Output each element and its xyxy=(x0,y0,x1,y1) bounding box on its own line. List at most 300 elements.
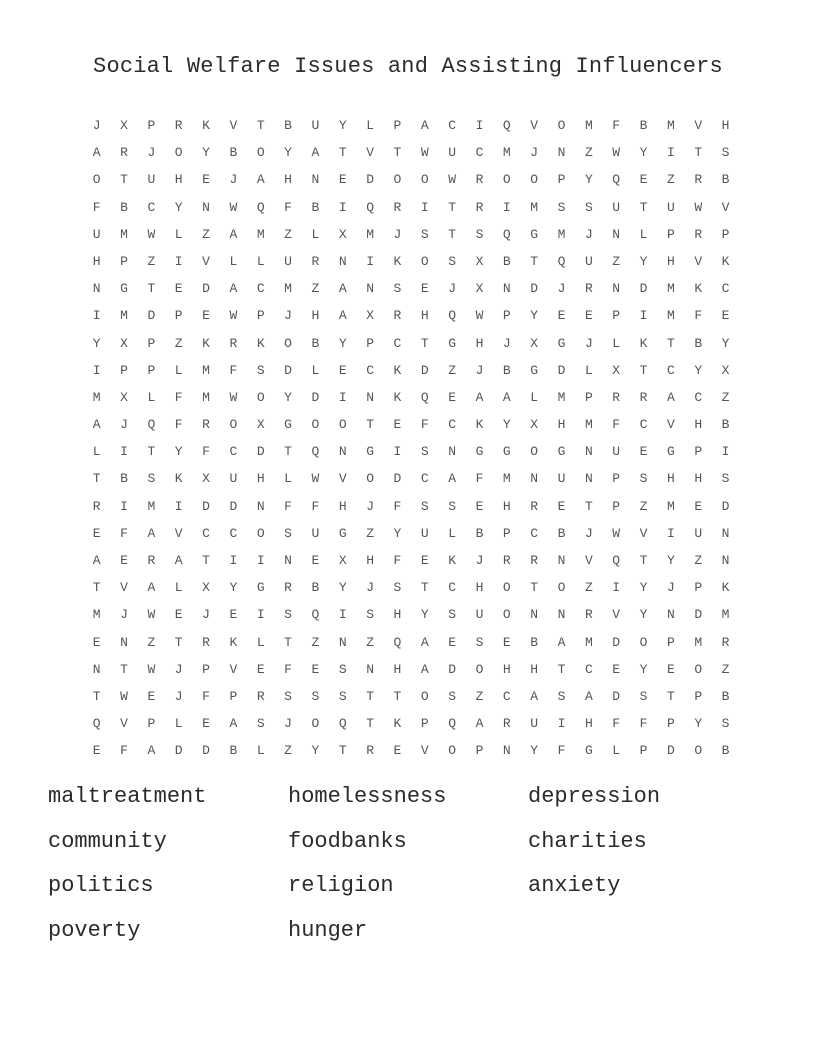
grid-letter: B xyxy=(694,335,703,351)
grid-letter: U xyxy=(584,253,593,269)
grid-letter: U xyxy=(694,525,703,541)
grid-letter: I xyxy=(475,118,484,133)
grid-letter: Y xyxy=(202,145,210,161)
grid-letter: Q xyxy=(311,607,320,623)
grid-letter: I xyxy=(256,553,265,568)
grid-letter: M xyxy=(557,389,566,405)
grid-letter: R xyxy=(694,226,703,242)
grid-letter: R xyxy=(202,417,210,433)
grid-letter: O xyxy=(502,580,511,596)
grid-letter: T xyxy=(639,362,648,378)
grid-letter: R xyxy=(584,281,593,297)
grid-letter: Y xyxy=(311,743,320,759)
grid-letter: E xyxy=(448,389,457,405)
grid-letter: G xyxy=(530,226,539,242)
grid-letter: O xyxy=(557,580,566,596)
grid-letter: B xyxy=(721,743,730,759)
grid-letter: B xyxy=(557,525,566,541)
grid-letter: C xyxy=(448,417,457,433)
grid-letter: S xyxy=(475,634,484,650)
grid-letter: J xyxy=(366,580,375,596)
grid-letter: J xyxy=(92,118,101,133)
grid-letter: Q xyxy=(448,716,457,732)
grid-letter: K xyxy=(448,553,457,568)
grid-letter: Y xyxy=(530,308,539,324)
grid-letter: X xyxy=(721,362,730,378)
word-list-item: depression xyxy=(528,784,661,809)
grid-letter: E xyxy=(420,553,429,568)
grid-letter: T xyxy=(639,553,648,568)
grid-letter: C xyxy=(448,580,457,596)
grid-letter: S xyxy=(284,525,292,541)
grid-letter: T xyxy=(92,580,101,596)
grid-letter: Q xyxy=(366,199,375,215)
grid-letter: M xyxy=(202,389,210,405)
grid-letter: U xyxy=(420,525,429,541)
grid-letter: P xyxy=(502,308,511,324)
grid-letter: K xyxy=(393,716,402,732)
grid-letter: V xyxy=(366,145,375,161)
grid-letter: V xyxy=(420,743,429,759)
grid-letter: U xyxy=(612,444,621,460)
grid-letter: X xyxy=(366,308,375,324)
grid-letter: X xyxy=(530,335,539,351)
grid-letter: X xyxy=(202,580,210,596)
grid-letter: P xyxy=(393,118,402,133)
grid-letter: I xyxy=(666,525,675,541)
grid-letter: I xyxy=(502,199,511,215)
grid-letter: L xyxy=(174,716,183,732)
grid-letter: S xyxy=(639,471,648,487)
grid-letter: X xyxy=(338,553,347,568)
grid-letter: I xyxy=(666,145,675,161)
grid-letter: M xyxy=(284,281,292,297)
grid-letter: L xyxy=(311,362,320,378)
grid-letter: Q xyxy=(448,308,457,324)
grid-letter: F xyxy=(420,417,429,433)
grid-letter: N xyxy=(502,281,511,297)
grid-letter: J xyxy=(530,145,539,161)
grid-letter: L xyxy=(174,362,183,378)
grid-letter: Z xyxy=(284,743,292,759)
grid-letter: X xyxy=(202,471,210,487)
grid-letter: A xyxy=(584,688,593,704)
grid-letter: G xyxy=(502,444,511,460)
grid-letter: N xyxy=(557,145,566,161)
grid-letter: B xyxy=(229,145,238,161)
grid-letter: O xyxy=(475,661,484,677)
grid-letter: D xyxy=(393,471,402,487)
grid-letter: M xyxy=(584,417,593,433)
grid-letter: I xyxy=(120,444,128,460)
grid-letter: G xyxy=(557,444,566,460)
grid-letter: E xyxy=(584,308,593,324)
grid-letter: H xyxy=(666,253,675,269)
grid-letter: Z xyxy=(694,553,703,568)
grid-letter: D xyxy=(229,498,238,514)
grid-letter: E xyxy=(502,634,511,650)
grid-letter: P xyxy=(584,389,593,405)
grid-letter: P xyxy=(502,525,511,541)
word-list-item: homelessness xyxy=(288,784,447,809)
grid-letter: Y xyxy=(284,145,292,161)
grid-letter: Q xyxy=(256,199,265,215)
grid-letter: S xyxy=(475,226,484,242)
grid-letter: H xyxy=(420,308,429,324)
grid-letter: D xyxy=(202,281,210,297)
grid-letter: F xyxy=(557,743,566,759)
grid-letter: N xyxy=(256,498,265,514)
grid-letter: A xyxy=(311,145,320,161)
grid-letter: M xyxy=(92,389,101,405)
grid-letter: L xyxy=(366,118,375,133)
grid-letter: K xyxy=(202,118,210,133)
grid-letter: N xyxy=(366,389,375,405)
grid-letter: W xyxy=(612,145,621,161)
grid-letter: Y xyxy=(694,716,703,732)
grid-letter: L xyxy=(147,389,156,405)
letter-grid xyxy=(83,112,739,765)
grid-letter: V xyxy=(721,199,730,215)
grid-letter: A xyxy=(420,661,429,677)
grid-letter: R xyxy=(147,553,156,568)
word-list-item: hunger xyxy=(288,917,368,943)
grid-letter: K xyxy=(202,335,210,351)
grid-letter: S xyxy=(311,688,320,704)
grid-letter: H xyxy=(366,553,375,568)
grid-letter: E xyxy=(174,281,183,297)
grid-letter: L xyxy=(311,226,320,242)
grid-letter: K xyxy=(229,634,238,650)
grid-letter: M xyxy=(666,498,675,514)
grid-letter: P xyxy=(694,580,703,596)
grid-letter: L xyxy=(256,743,265,759)
grid-letter: E xyxy=(120,553,128,568)
grid-letter: L xyxy=(92,444,101,460)
grid-letter: F xyxy=(120,525,128,541)
grid-letter: A xyxy=(666,389,675,405)
grid-letter: B xyxy=(311,335,320,351)
grid-letter: N xyxy=(92,661,101,677)
grid-letter: P xyxy=(202,661,210,677)
grid-letter: M xyxy=(694,634,703,650)
grid-letter: F xyxy=(202,688,210,704)
grid-letter: Z xyxy=(311,281,320,297)
grid-letter: J xyxy=(393,226,402,242)
grid-letter: Y xyxy=(338,118,347,133)
grid-letter: A xyxy=(420,118,429,133)
grid-letter: N xyxy=(584,471,593,487)
grid-letter: B xyxy=(721,688,730,704)
grid-letter: B xyxy=(475,525,484,541)
grid-letter: S xyxy=(420,444,429,460)
grid-letter: D xyxy=(721,498,730,514)
grid-letter: I xyxy=(639,308,648,324)
grid-letter: U xyxy=(284,253,292,269)
grid-letter: D xyxy=(448,661,457,677)
grid-letter: D xyxy=(256,444,265,460)
grid-letter: X xyxy=(475,281,484,297)
grid-letter: U xyxy=(475,607,484,623)
grid-letter: N xyxy=(721,553,730,568)
grid-letter: N xyxy=(612,281,621,297)
grid-letter: J xyxy=(584,335,593,351)
grid-letter: J xyxy=(666,580,675,596)
grid-letter: Q xyxy=(612,553,621,568)
grid-letter: T xyxy=(639,199,648,215)
grid-letter: Z xyxy=(448,362,457,378)
grid-letter: T xyxy=(420,580,429,596)
grid-letter: S xyxy=(256,716,265,732)
grid-letter: E xyxy=(721,308,730,324)
grid-letter: V xyxy=(694,253,703,269)
grid-letter: D xyxy=(174,743,183,759)
grid-letter: K xyxy=(694,281,703,297)
grid-letter: T xyxy=(147,444,156,460)
grid-letter: M xyxy=(147,498,156,514)
grid-letter: P xyxy=(147,716,156,732)
grid-letter: Z xyxy=(147,634,156,650)
grid-letter: G xyxy=(666,444,675,460)
grid-letter: E xyxy=(229,607,238,623)
grid-letter: J xyxy=(475,553,484,568)
grid-letter: S xyxy=(284,688,292,704)
grid-letter: C xyxy=(420,471,429,487)
grid-letter: W xyxy=(311,471,320,487)
grid-letter: T xyxy=(284,634,292,650)
grid-letter: J xyxy=(120,417,128,433)
grid-letter: L xyxy=(174,226,183,242)
grid-letter: U xyxy=(557,471,566,487)
grid-letter: A xyxy=(338,308,347,324)
grid-letter: Q xyxy=(92,716,101,732)
grid-letter: A xyxy=(92,145,101,161)
grid-letter: P xyxy=(557,172,566,188)
grid-letter: Y xyxy=(694,362,703,378)
grid-letter: I xyxy=(174,498,183,514)
grid-letter: O xyxy=(366,471,375,487)
grid-letter: D xyxy=(612,688,621,704)
grid-letter: G xyxy=(366,444,375,460)
grid-letter: N xyxy=(120,634,128,650)
grid-letter: T xyxy=(393,145,402,161)
grid-letter: Y xyxy=(502,417,511,433)
grid-letter: P xyxy=(147,118,156,133)
grid-letter: J xyxy=(502,335,511,351)
grid-letter: K xyxy=(721,253,730,269)
grid-letter: S xyxy=(721,716,730,732)
grid-letter: E xyxy=(147,688,156,704)
grid-letter: B xyxy=(721,172,730,188)
grid-letter: G xyxy=(530,362,539,378)
grid-letter: T xyxy=(92,688,101,704)
grid-letter: Y xyxy=(420,607,429,623)
grid-letter: A xyxy=(92,553,101,568)
grid-letter: F xyxy=(120,743,128,759)
grid-letter: L xyxy=(530,389,539,405)
grid-letter: P xyxy=(420,716,429,732)
grid-letter: X xyxy=(256,417,265,433)
grid-letter: V xyxy=(584,553,593,568)
grid-letter: P xyxy=(147,335,156,351)
grid-letter: E xyxy=(202,172,210,188)
grid-letter: R xyxy=(502,716,511,732)
grid-letter: O xyxy=(694,661,703,677)
grid-letter: X xyxy=(120,335,128,351)
grid-letter: U xyxy=(311,118,320,133)
grid-letter: P xyxy=(256,308,265,324)
grid-letter: J xyxy=(475,362,484,378)
grid-letter: N xyxy=(612,226,621,242)
grid-letter: C xyxy=(530,525,539,541)
grid-letter: U xyxy=(92,226,101,242)
grid-letter: N xyxy=(366,661,375,677)
grid-letter: O xyxy=(694,743,703,759)
grid-letter: E xyxy=(92,743,101,759)
grid-letter: F xyxy=(284,498,292,514)
grid-letter: S xyxy=(420,498,429,514)
grid-letter: U xyxy=(147,172,156,188)
grid-letter: J xyxy=(174,661,183,677)
grid-letter: T xyxy=(147,281,156,297)
grid-letter: H xyxy=(666,471,675,487)
grid-letter: W xyxy=(120,688,128,704)
grid-letter: Q xyxy=(502,226,511,242)
grid-letter: O xyxy=(420,172,429,188)
grid-letter: H xyxy=(502,661,511,677)
grid-letter: M xyxy=(584,634,593,650)
grid-letter: M xyxy=(530,199,539,215)
grid-letter: N xyxy=(721,525,730,541)
grid-letter: S xyxy=(338,661,347,677)
grid-letter: O xyxy=(530,172,539,188)
grid-letter: E xyxy=(256,661,265,677)
grid-letter: T xyxy=(256,118,265,133)
grid-letter: K xyxy=(393,389,402,405)
grid-letter: B xyxy=(530,634,539,650)
grid-letter: H xyxy=(174,172,183,188)
grid-letter: C xyxy=(256,281,265,297)
grid-letter: R xyxy=(393,308,402,324)
grid-letter: Y xyxy=(666,553,675,568)
grid-letter: F xyxy=(229,362,238,378)
grid-letter: O xyxy=(174,145,183,161)
grid-letter: F xyxy=(694,308,703,324)
grid-letter: E xyxy=(694,498,703,514)
grid-letter: B xyxy=(284,118,292,133)
grid-letter: T xyxy=(584,498,593,514)
grid-letter: C xyxy=(147,199,156,215)
grid-letter: C xyxy=(229,444,238,460)
grid-letter: S xyxy=(584,199,593,215)
grid-letter: S xyxy=(448,253,457,269)
grid-letter: P xyxy=(120,362,128,378)
grid-letter: D xyxy=(420,362,429,378)
grid-letter: T xyxy=(120,172,128,188)
grid-letter: T xyxy=(366,716,375,732)
grid-letter: A xyxy=(475,389,484,405)
grid-letter: Y xyxy=(229,580,238,596)
grid-letter: A xyxy=(229,716,238,732)
grid-letter: R xyxy=(694,172,703,188)
grid-letter: H xyxy=(475,335,484,351)
word-list-item: poverty xyxy=(48,917,141,943)
grid-letter: O xyxy=(284,335,292,351)
grid-letter: V xyxy=(174,525,183,541)
grid-letter: Z xyxy=(584,145,593,161)
grid-letter: B xyxy=(229,743,238,759)
grid-letter: V xyxy=(120,580,128,596)
grid-letter: O xyxy=(639,634,648,650)
grid-letter: K xyxy=(174,471,183,487)
grid-letter: D xyxy=(284,362,292,378)
grid-letter: I xyxy=(92,308,101,324)
grid-letter: E xyxy=(448,634,457,650)
grid-letter: T xyxy=(393,688,402,704)
grid-letter: O xyxy=(229,417,238,433)
grid-letter: I xyxy=(420,199,429,215)
grid-letter: J xyxy=(174,688,183,704)
grid-letter: O xyxy=(530,444,539,460)
grid-letter: D xyxy=(694,607,703,623)
grid-letter: T xyxy=(530,580,539,596)
grid-letter: W xyxy=(612,525,621,541)
grid-letter: M xyxy=(502,471,511,487)
grid-letter: O xyxy=(92,172,101,188)
grid-letter: A xyxy=(475,716,484,732)
grid-letter: R xyxy=(721,634,730,650)
grid-letter: Q xyxy=(311,444,320,460)
grid-letter: W xyxy=(229,389,238,405)
grid-letter: I xyxy=(92,362,101,378)
grid-letter: R xyxy=(530,498,539,514)
grid-letter: V xyxy=(530,118,539,133)
grid-letter: R xyxy=(256,688,265,704)
grid-letter: N xyxy=(557,607,566,623)
grid-letter: W xyxy=(694,199,703,215)
grid-letter: R xyxy=(92,498,101,514)
grid-letter: J xyxy=(448,281,457,297)
grid-letter: J xyxy=(557,281,566,297)
grid-letter: P xyxy=(694,444,703,460)
grid-letter: V xyxy=(120,716,128,732)
grid-letter: E xyxy=(338,172,347,188)
grid-letter: R xyxy=(502,553,511,568)
grid-letter: J xyxy=(229,172,238,188)
grid-letter: Y xyxy=(284,389,292,405)
grid-letter: B xyxy=(120,471,128,487)
grid-letter: H xyxy=(694,471,703,487)
grid-letter: A xyxy=(229,226,238,242)
grid-letter: R xyxy=(202,634,210,650)
grid-letter: V xyxy=(229,661,238,677)
word-list-item: community xyxy=(48,828,167,854)
grid-letter: P xyxy=(475,743,484,759)
grid-letter: C xyxy=(639,417,648,433)
grid-letter: P xyxy=(174,308,183,324)
grid-letter: A xyxy=(448,471,457,487)
word-list-item: politics xyxy=(48,873,154,898)
grid-letter: V xyxy=(639,525,648,541)
grid-letter: R xyxy=(366,743,375,759)
grid-letter: Y xyxy=(92,335,101,351)
grid-letter: Y xyxy=(338,580,347,596)
grid-letter: G xyxy=(475,444,484,460)
grid-letter: H xyxy=(475,580,484,596)
grid-letter: W xyxy=(229,199,238,215)
grid-letter: F xyxy=(284,661,292,677)
grid-letter: Z xyxy=(639,498,648,514)
